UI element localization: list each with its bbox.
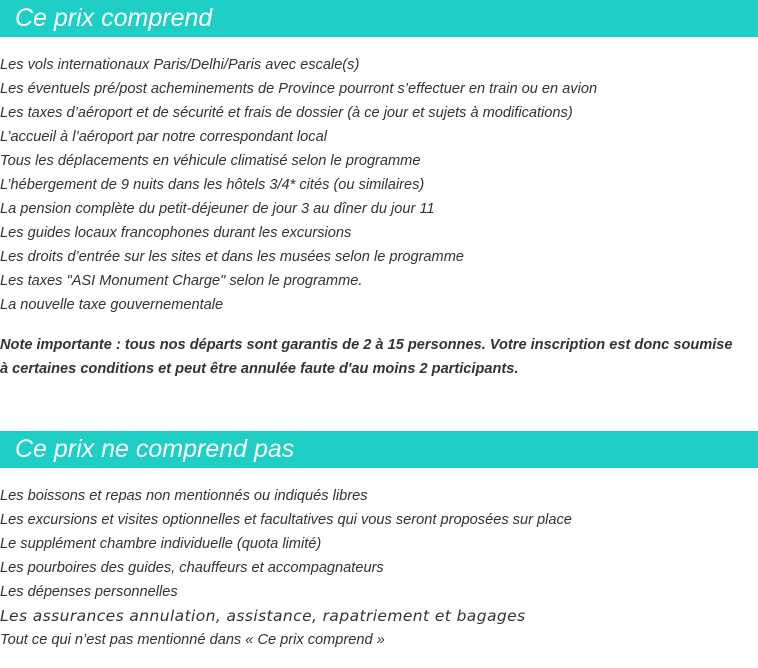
list-item: Les dépenses personnelles [0,584,178,600]
excluded-list [0,484,572,652]
list-item: Les guides locaux francophones durant les excursions [0,225,352,241]
list-item: Les éventuels pré/post acheminements de Province pourront s’effectuer en train ou en avion [0,81,598,97]
list-item: Le supplément chambre individuelle (quota limité) [0,536,322,552]
list-item: Les excursions et visites optionnelles et facultatives qui vous seront proposées sur place [0,512,572,528]
list-item: Les vols internationaux Paris/Delhi/Paris avec escale(s) [0,57,360,73]
list-item: La nouvelle taxe gouvernementale [0,297,224,313]
list-item: La pension complète du petit-déjeuner de jour 3 au dîner du jour 11 [0,201,435,217]
list-item: Tout ce qui n’est pas mentionné dans « Ce prix comprend » [0,632,385,648]
list-item: L’hébergement de 9 nuits dans les hôtels 3/4* cités (ou similaires) [0,177,425,193]
list-item: Les boissons et repas non mentionnés ou indiqués libres [0,488,368,504]
list-item: Les assurances annulation, assistance, rapatriement et bagages [0,607,526,625]
list-item: Les pourboires des guides, chauffeurs et accompagnateurs [0,560,384,576]
included-section-title: Ce prix comprend [0,0,758,37]
list-item: Les taxes d’aéroport et de sécurité et frais de dossier (à ce jour et sujets à modifications) [0,105,573,121]
list-item: L’accueil à l’aéroport par notre correspondant local [0,129,327,145]
list-item: Les droits d’entrée sur les sites et dans les musées selon le programme [0,249,464,265]
important-note: Note importante : tous nos départs sont garantis de 2 à 15 personnes. Votre inscription est donc soumise à certaines conditions et peut être annulée faute d'au moins 2 participants. [0,337,733,377]
excluded-section-title: Ce prix ne comprend pas [0,431,758,468]
list-item: Tous les déplacements en véhicule climatisé selon le programme [0,153,421,169]
included-list [0,53,597,317]
list-item: Les taxes "ASI Monument Charge" selon le programme. [0,273,363,289]
